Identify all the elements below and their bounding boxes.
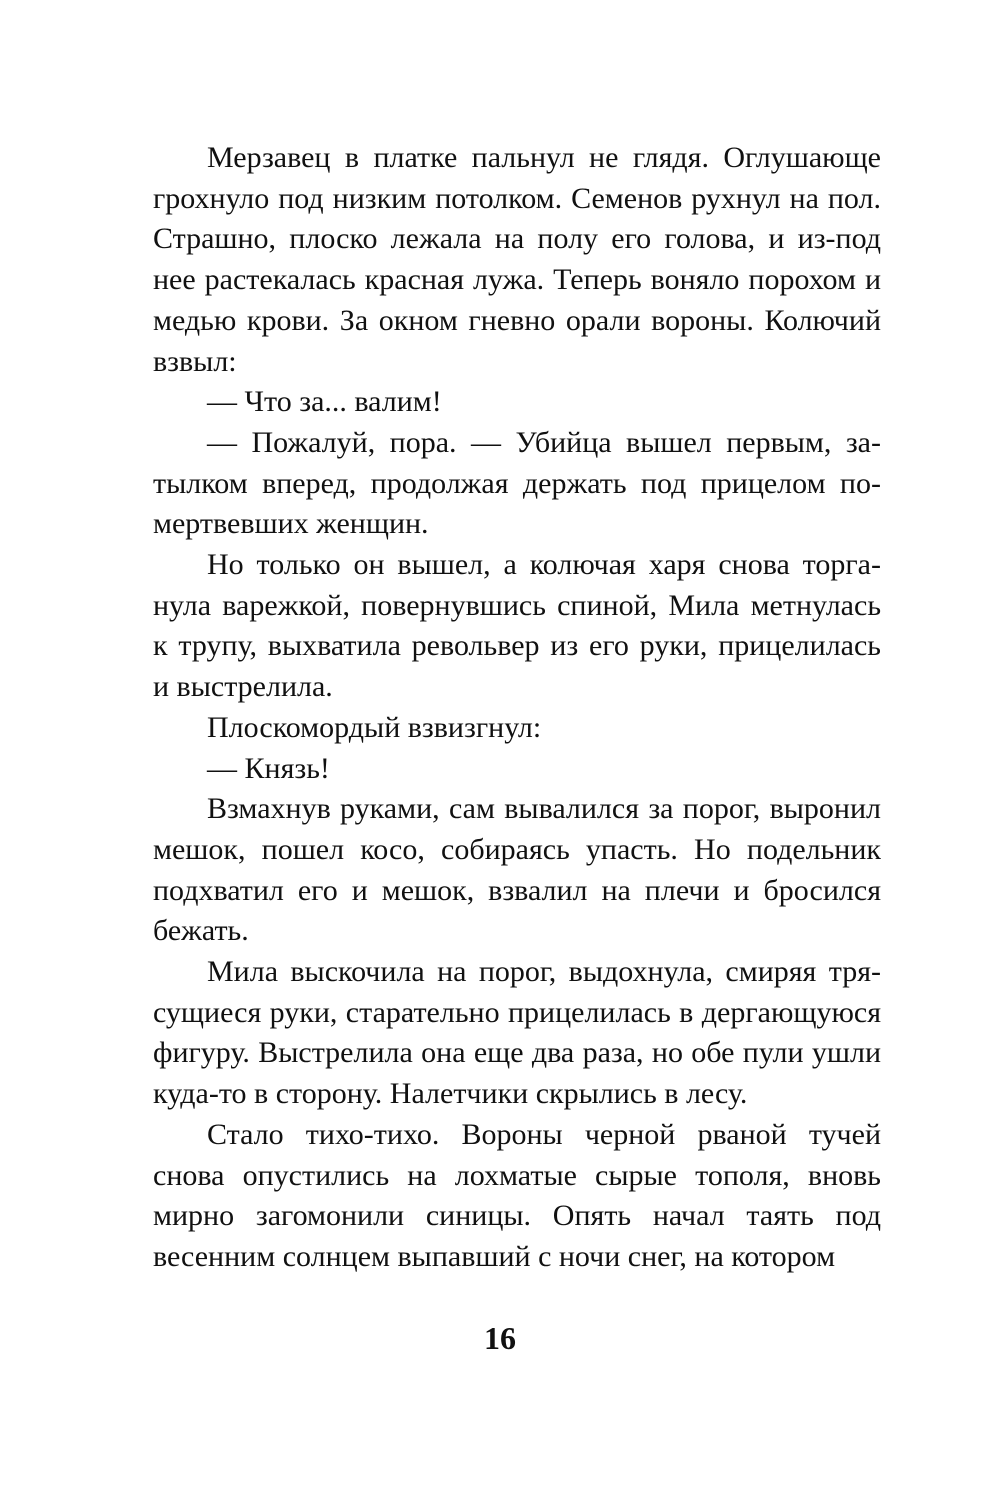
paragraph: Взмахнув руками, сам вывалился за порог, выронил мешок, пошел косо, собираясь упасть. Но подельник подхватил его и мешок, взвалил на плечи и бросился бежать. bbox=[153, 792, 881, 948]
paragraph: — Князь! bbox=[207, 751, 330, 785]
paragraph: Но только он вышел, а колючая харя снова торганула варежкой, повернувшись спиной, Мила метнулась к трупу, выхватила револьвер из его руки, прицелилась и выстрелила. bbox=[153, 548, 881, 704]
paragraph: — Пожалуй, пора. — Убийца вышел первым, затылком вперед, продолжая держать под прицелом помертвевших женщин. bbox=[153, 425, 881, 541]
body-text bbox=[153, 138, 881, 1278]
paragraph: Плоскомордый взвизгнул: bbox=[207, 710, 542, 744]
paragraph: Мерзавец в платке пальнул не глядя. Оглушающе грохнуло под низким потолком. Семенов рухнул на пол. Страшно, плоско лежала на полу его голова, и из-под нее растекалась красная лужа. Теперь воняло порохом и медью крови. За окном гневно орали вороны. Колючий взвыл: bbox=[153, 141, 881, 378]
paragraph: Мила выскочила на порог, выдохнула, смиряя трясущиеся руки, старательно прицелилась в дергающуюся фигуру. Выстрелила она еще два раза, но обе пули ушли куда-то в сторону. Налетчики скрылись в лесу. bbox=[153, 955, 881, 1111]
paragraph: — Что за... валим! bbox=[207, 385, 442, 419]
page-number: 16 bbox=[484, 1320, 516, 1356]
paragraph: Стало тихо-тихо. Вороны черной рваной тучей снова опустились на лохматые сырые тополя, вновь мирно загомонили синицы. Опять начал таять под весенним солнцем выпавший с ночи снег, на котором bbox=[153, 1117, 881, 1273]
